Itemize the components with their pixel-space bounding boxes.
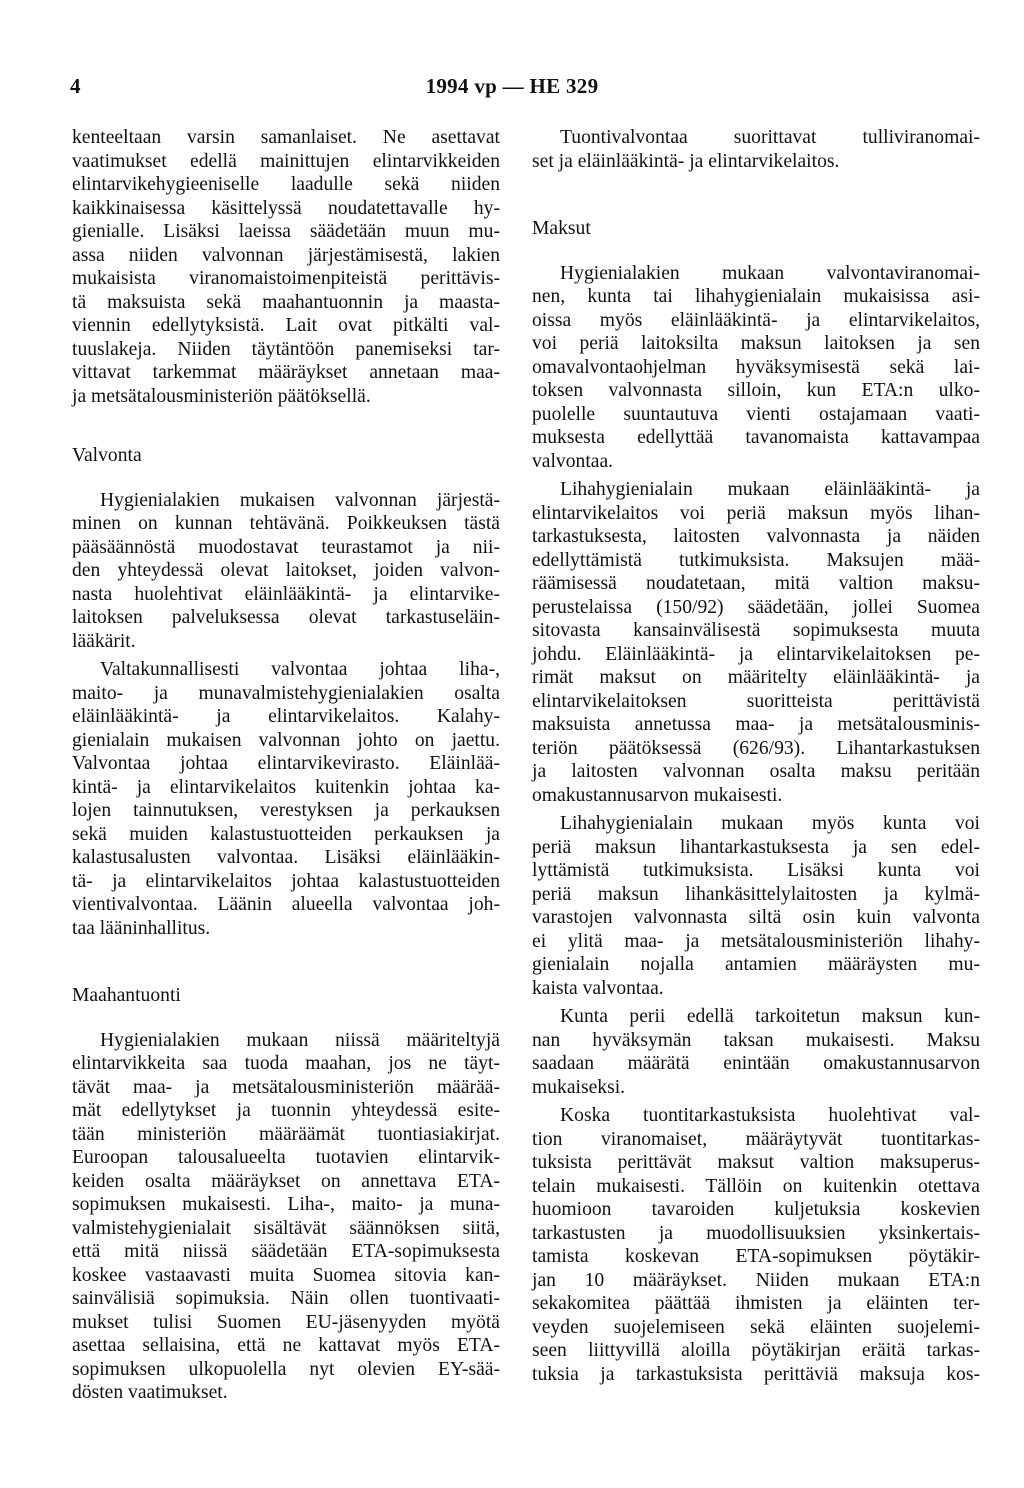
text-line: ei ylitä maa- ja metsätalousministeriön lihahy- — [532, 930, 980, 952]
text-line: Tuontivalvontaa suorittavat tulliviranomai- — [560, 127, 980, 148]
text-line: seen liittyvillä aloilla pöytäkirjan eräitä tarkas- — [532, 1340, 980, 1361]
text-line: saadaan määrätä enintään omakustannusarvon — [532, 1053, 980, 1074]
text-line: nan hyväksymän taksan mukaisesti. Maksu — [532, 1029, 980, 1051]
text-line: mukaiseksi. — [532, 1076, 626, 1098]
text-line: tamista koskevan ETA-sopimuksen pöytäkir- — [532, 1246, 980, 1267]
text-line: vientivalvontaa. Läänin alueella valvontaa joh- — [72, 894, 500, 915]
text-line: gienialain mukaisen valvonnan johto on jaettu. — [72, 729, 500, 751]
section-heading-maksut: Maksut — [532, 218, 591, 239]
text-line: taa lääninhallitus. — [72, 917, 211, 939]
text-line: tarkastusten ja muodollisuuksien yksinkertais- — [532, 1222, 980, 1244]
text-line: Koska tuontitarkastuksista huolehtivat val- — [560, 1105, 980, 1126]
text-line: Euroopan talousalueelta tuotavien elintarvik- — [72, 1147, 500, 1168]
text-line: muksesta edellyttää tavanomaista kattavampaa — [532, 427, 980, 448]
text-line: lojen tainnutuksen, verestyksen ja perkauksen — [72, 800, 500, 821]
text-line: elintarvikelaitos voi periä maksun myös lihan- — [532, 502, 980, 524]
text-line: Kunta perii edellä tarkoitetun maksun kun- — [560, 1006, 980, 1027]
text-line: että mitä niissä säädetään ETA-sopimuksesta — [72, 1241, 500, 1262]
text-line: teriön päätöksessä (626/93). Lihantarkastuksen — [532, 737, 980, 759]
text-line: sopimuksen ulkopuolella nyt olevien EY-sää- — [72, 1358, 500, 1380]
text-line: pääsäännöstä muodostavat teurastamot ja nii- — [72, 536, 500, 558]
text-line: jan 10 määräykset. Niiden mukaan ETA:n — [532, 1269, 980, 1291]
text-line: nen, kunta tai lihahygienialain mukaisissa asi- — [532, 286, 980, 307]
text-line: edellyttämistä tutkimuksista. Maksujen mää- — [532, 549, 980, 571]
text-line: laitoksen palveluksessa olevat tarkastuseläin- — [72, 607, 500, 628]
text-line: voi periä laitoksilta maksun laitoksen ja sen — [532, 333, 980, 354]
text-line: maksuista annetussa maa- ja metsätalousminis- — [532, 714, 980, 735]
text-line: gienialle. Lisäksi laeissa säädetään muun mu- — [72, 221, 500, 242]
text-line: tuksista perittävät maksut valtion maksuperus- — [532, 1152, 980, 1173]
text-line: sekakomitea päättää ihmisten ja eläinten ter- — [532, 1293, 980, 1314]
text-line: varastojen valvonnasta siltä osin kuin valvonta — [532, 907, 980, 928]
text-line: valvontaa. — [532, 450, 614, 472]
text-line: tion viranomaiset, määräytyvät tuontitarkas- — [532, 1128, 980, 1150]
text-line: sekä muiden kalastustuotteiden perkauksen ja — [72, 823, 500, 845]
paragraph — [532, 262, 980, 474]
text-line: sainvälisiä sopimuksia. Näin ollen tuontivaati- — [72, 1288, 500, 1309]
text-line: assa niiden valvonnan järjestämisestä, lakien — [72, 244, 500, 266]
text-line: veyden suojelemiseen sekä eläinten suojelemi- — [532, 1316, 980, 1338]
section-heading-maahantuonti: Maahantuonti — [72, 985, 181, 1006]
paragraph — [532, 812, 980, 1000]
text-line: sitovasta kansainvälisestä sopimuksesta muuta — [532, 620, 980, 641]
text-line: periä maksun lihankäsittelylaitosten ja kylmä- — [532, 883, 980, 905]
text-line: ja laitosten valvonnan osalta maksu peritään — [532, 761, 980, 782]
paragraph — [532, 126, 980, 173]
section-heading-valvonta: Valvonta — [72, 445, 142, 466]
text-line: huomioon tavaroiden kuljetuksia koskevien — [532, 1199, 980, 1220]
paragraph — [72, 1029, 500, 1405]
text-line: Valvontaa johtaa elintarvikevirasto. Eläinlää- — [72, 753, 500, 774]
text-line: Hygienialakien mukaan valvontaviranomai- — [560, 262, 980, 284]
left-column — [72, 126, 500, 1405]
text-line: maito- ja munavalmistehygienialakien osalta — [72, 682, 500, 704]
text-line: mukset tulisi Suomen EU-jäsenyyden myötä — [72, 1311, 500, 1333]
text-line: rimät maksut on määritelty eläinlääkintä- ja — [532, 667, 980, 688]
running-head: 1994 vp — HE 329 — [425, 74, 599, 98]
text-line: tävät maa- ja metsätalousministeriön määrää- — [72, 1076, 500, 1098]
text-line: dösten vaatimukset. — [72, 1382, 228, 1403]
text-line: kintä- ja elintarvikelaitos kuitenkin johtaa ka- — [72, 776, 500, 798]
text-line: keiden osalta määräykset on annettava ETA- — [72, 1170, 500, 1192]
text-line: tä maksuista sekä maahantuonnin ja maasta- — [72, 291, 500, 313]
text-line: johdu. Eläinlääkintä- ja elintarvikelaitoksen pe- — [532, 643, 980, 665]
text-line: elintarvikkeita saa tuoda maahan, jos ne täyt- — [72, 1053, 500, 1074]
text-line: Lihahygienialain mukaan eläinlääkintä- ja — [560, 479, 980, 500]
text-line: puolelle suuntautuva vienti ostajamaan vaati- — [532, 403, 980, 425]
text-line: perustelaissa (150/92) säädetään, jollei Suomea — [532, 596, 980, 618]
text-line: tä- ja elintarvikelaitos johtaa kalastustuotteiden — [72, 870, 500, 892]
text-line: elintarvikelaitoksen suoritteista perittävistä — [532, 690, 980, 712]
text-line: lyttämistä tutkimuksista. Lisäksi kunta voi — [532, 860, 980, 881]
text-line: sopimuksen mukaisesti. Liha-, maito- ja muna- — [72, 1194, 500, 1215]
text-line: periä maksun lihantarkastuksesta ja sen edel- — [532, 836, 980, 858]
text-line: elintarvikehygieeniselle laadulle sekä niiden — [72, 174, 500, 195]
page-number: 4 — [70, 74, 81, 98]
paragraph — [532, 1005, 980, 1099]
text-line: lääkärit. — [72, 630, 136, 652]
text-line: omakustannusarvon mukaisesti. — [532, 784, 783, 806]
text-line: eläinlääkintä- ja elintarvikelaitos. Kalahy- — [72, 706, 500, 727]
text-line: set ja eläinlääkintä- ja elintarvikelaitos. — [532, 150, 840, 172]
text-line: vittavat tarkemmat määräykset annetaan maa- — [72, 362, 500, 383]
paragraph — [72, 126, 500, 408]
text-line: kenteeltaan varsin samanlaiset. Ne asettavat — [72, 127, 500, 148]
text-line: den yhteydessä olevat laitokset, joiden valvon- — [72, 560, 500, 581]
text-line: vaatimukset edellä mainittujen elintarvikkeiden — [72, 150, 500, 172]
text-line: viennin edellytyksistä. Lait ovat pitkälti val- — [72, 315, 500, 336]
text-line: tarkastuksesta, laitosten valvonnasta ja näiden — [532, 526, 980, 547]
text-line: Lihahygienialain mukaan myös kunta voi — [560, 813, 980, 834]
right-column — [532, 126, 980, 1386]
text-line: tuksia ja tarkastuksista perittäviä maksuja kos- — [532, 1363, 980, 1385]
text-line: toksen valvonnasta silloin, kun ETA:n ulko- — [532, 380, 980, 401]
paragraph — [532, 1104, 980, 1386]
paragraph — [72, 658, 500, 940]
text-line: kaista valvontaa. — [532, 977, 664, 999]
text-line: räämisessä noudatetaan, mitä valtion maksu- — [532, 573, 980, 594]
text-line: koskee vastaavasti muita Suomea sitovia kan- — [72, 1264, 500, 1286]
text-line: tuuslakeja. Niiden täytäntöön panemiseksi tar- — [72, 338, 500, 360]
paragraph — [532, 478, 980, 807]
text-line: omavalvontaohjelman hyväksymisestä sekä lai- — [532, 356, 980, 378]
text-line: kaikkinaisessa käsittelyssä noudatettavalle hy- — [72, 197, 500, 219]
text-line: ja metsätalousministeriön päätöksellä. — [72, 385, 371, 407]
text-line: Valtakunnallisesti valvontaa johtaa liha-, — [100, 659, 500, 680]
text-line: gienialain nojalla antamien määräysten mu- — [532, 954, 980, 975]
text-line: Hygienialakien mukaan niissä määriteltyjä — [100, 1029, 500, 1051]
text-line: oissa myös eläinlääkintä- ja elintarvikelaitos, — [532, 309, 980, 331]
text-line: valmistehygienialait sisältävät säännöksen siitä, — [72, 1217, 500, 1239]
text-line: mukaisista viranomaistoimenpiteistä perittävis- — [72, 268, 500, 289]
text-line: kalastusalusten valvontaa. Lisäksi eläinlääkin- — [72, 847, 500, 868]
text-line: telain mukaisesti. Tällöin on kuitenkin otettava — [532, 1175, 980, 1197]
text-line: nasta huolehtivat eläinlääkintä- ja elintarvike- — [72, 583, 500, 605]
text-line: tään ministeriön määräämät tuontiasiakirjat. — [72, 1123, 500, 1145]
paragraph — [72, 489, 500, 654]
text-line: mät edellytykset ja tuonnin yhteydessä esite- — [72, 1100, 500, 1121]
text-line: minen on kunnan tehtävänä. Poikkeuksen tästä — [72, 513, 500, 534]
text-line: Hygienialakien mukaisen valvonnan järjestä- — [100, 489, 500, 511]
text-line: asettaa sellaisina, että ne kattavat myös ETA- — [72, 1335, 500, 1356]
